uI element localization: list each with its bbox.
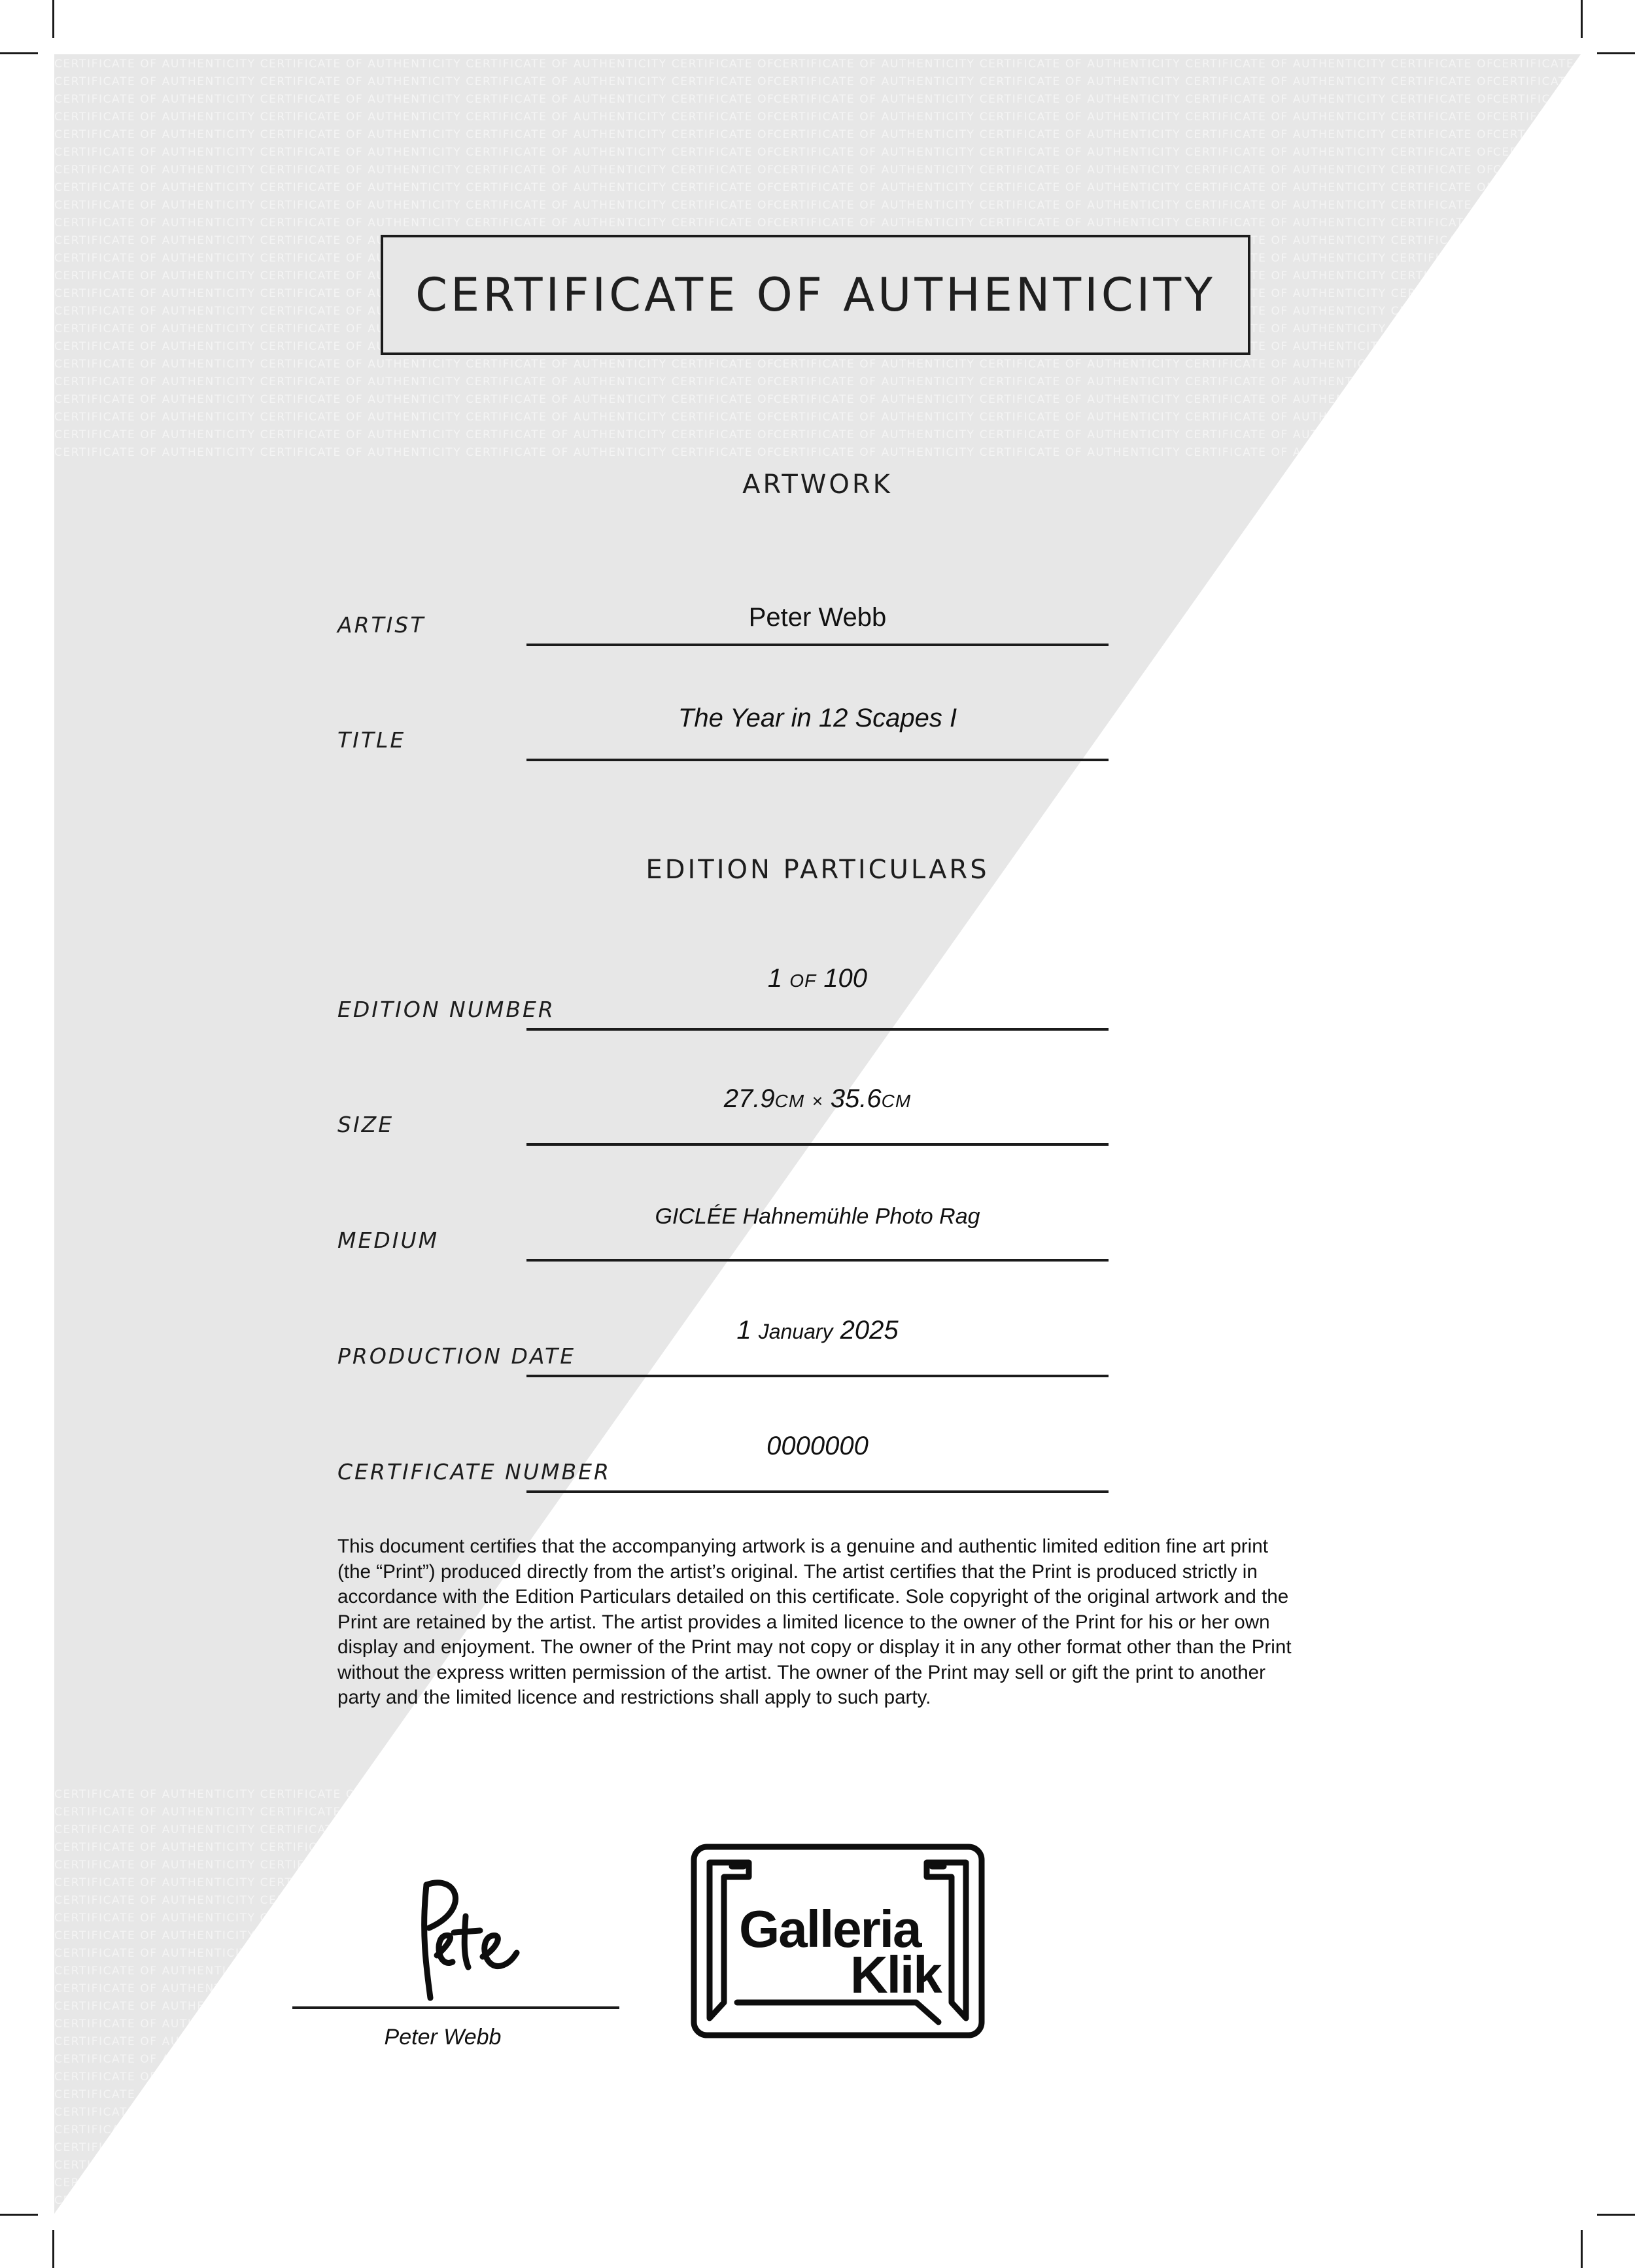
section-heading-artwork: ARTWORK — [742, 470, 893, 500]
watermark-band-bottom — [54, 1785, 381, 2210]
field-label: SIZE — [337, 1112, 394, 1137]
signature-name: Peter Webb — [384, 2025, 502, 2050]
field-value-production-date: 1 January 2025 — [736, 1316, 899, 1345]
field-underline — [526, 644, 1109, 646]
field-row-title — [0, 704, 1635, 795]
field-row-certificate-number — [0, 1432, 1635, 1527]
field-label: CERTIFICATE NUMBER — [337, 1459, 611, 1485]
signature-line — [292, 2006, 619, 2009]
field-row-production-date — [0, 1316, 1635, 1411]
field-value-medium: GICLÉE Hahnemühle Photo Rag — [655, 1204, 980, 1229]
field-label: TITLE — [337, 727, 406, 753]
field-label: PRODUCTION DATE — [337, 1343, 576, 1369]
title-box — [381, 235, 1250, 355]
field-underline — [526, 759, 1109, 761]
field-underline — [526, 1375, 1109, 1377]
field-value-title: The Year in 12 Scapes I — [678, 704, 957, 732]
field-row-medium — [0, 1204, 1635, 1296]
field-row-artist — [0, 589, 1635, 680]
declaration-paragraph: This document certifies that the accompanying artwork is a genuine and authentic limited edition fine art print (the “Print”) produced directly from the artist’s original. The artist certifies that the Print is produced strictly in accordance with the Edition Particulars detailed on this certificate. Sole copyright of the original artwork and the Print are retained by the artist. The artist provides a limited licence to the owner of the Print for his or her own display and enjoyment. The owner of the Print may not copy or display it in any other format other than the Print without the express written permission of the artist. The owner of the Print may sell or gift the print to another party and the limited licence and restrictions shall apply to such party. — [337, 1536, 1292, 1708]
page-title: CERTIFICATE OF AUTHENTICITY — [415, 268, 1216, 322]
field-value-artist: Peter Webb — [748, 603, 887, 632]
field-underline — [526, 1143, 1109, 1146]
signature-mark — [392, 1870, 536, 2001]
field-underline — [526, 1028, 1109, 1031]
field-row-size — [0, 1084, 1635, 1180]
section-heading-edition: EDITION PARTICULARS — [645, 855, 990, 885]
field-label: EDITION NUMBER — [337, 997, 555, 1022]
field-value-certificate-number: 0000000 — [766, 1432, 869, 1460]
logo-text-galleria: Galleria — [739, 1900, 921, 1958]
field-value-edition-number: 1 OF 100 — [767, 964, 868, 993]
logo-text-klik: Klik — [850, 1946, 941, 2004]
field-label: MEDIUM — [337, 1228, 439, 1253]
field-underline — [526, 1259, 1109, 1262]
field-row-edition-number — [0, 964, 1635, 1065]
field-label: ARTIST — [337, 612, 426, 638]
field-underline — [526, 1490, 1109, 1493]
field-value-size: 27.9CM × 35.6CM — [723, 1084, 912, 1113]
